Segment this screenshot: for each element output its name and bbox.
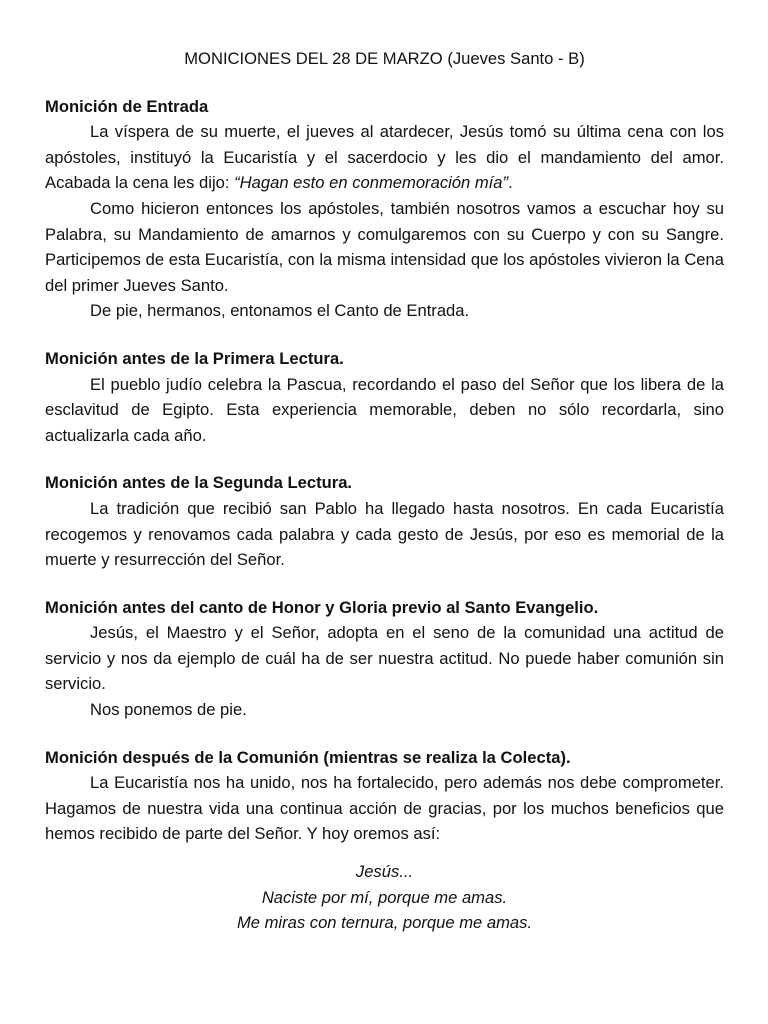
section-monicion-entrada [45, 94, 724, 324]
paragraph [45, 119, 724, 196]
paragraph: La Eucaristía nos ha unido, nos ha fortalecido, pero además nos debe comprometer. Hagamos de nuestra vida una continua acción de gracias, por los muchos beneficios que hemos recibido de parte del Señor. Y hoy oremos así: [45, 773, 724, 844]
paragraph: Como hicieron entonces los apóstoles, también nosotros vamos a escuchar hoy su Palabra, su Mandamiento de amarnos y comulgaremos con su Cuerpo y con su Sangre. Participemos de esta Eucaristía, con la misma intensidad que los apóstoles vivieron la Cena del primer Jueves Santo. [45, 198, 724, 295]
section-heading: Monición de Entrada [45, 96, 209, 116]
section-segunda-lectura [45, 470, 724, 572]
section-heading: Monición después de la Comunión (mientras se realiza la Colecta). [45, 747, 571, 767]
quote-text: “Hagan esto en conmemoración mía” [234, 173, 509, 193]
paragraph-text: . [508, 173, 513, 193]
paragraph-text: La víspera de su muerte, el jueves al atardecer, Jesús tomó su última cena con los apóstoles, instituyó la Eucaristía y el sacerdocio y les dio el mandamiento del amor. Acabada la cena les dijo: [45, 122, 724, 193]
prayer-poem [45, 859, 724, 936]
paragraph: Nos ponemos de pie. [90, 700, 247, 720]
section-evangelio [45, 595, 724, 723]
paragraph: La tradición que recibió san Pablo ha llegado hasta nosotros. En cada Eucaristía recogemos y renovamos cada palabra y cada gesto de Jesús, por eso es memorial de la muerte y resurrección del Señor. [45, 498, 724, 570]
poem-line: Me miras con ternura, porque me amas. [236, 913, 533, 933]
poem-line: Jesús... [355, 862, 414, 882]
paragraph: Jesús, el Maestro y el Señor, adopta en el seno de la comunidad una actitud de servicio y nos da ejemplo de cuál ha de ser nuestra actitud. No puede haber comunión sin servicio. [45, 623, 724, 694]
section-primera-lectura [45, 346, 724, 448]
section-heading: Monición antes del canto de Honor y Gloria previo al Santo Evangelio. [45, 597, 599, 617]
paragraph: De pie, hermanos, entonamos el Canto de Entrada. [90, 301, 470, 321]
section-comunion [45, 745, 724, 936]
section-heading: Monición antes de la Primera Lectura. [45, 348, 344, 368]
poem-line: Naciste por mí, porque me amas. [261, 887, 508, 907]
paragraph: El pueblo judío celebra la Pascua, recordando el paso del Señor que los libera de la esclavitud de Egipto. Esta experiencia memorable, deben no sólo recordarla, sino actualizarla cada año. [45, 374, 724, 445]
document-title: MONICIONES DEL 28 DE MARZO (Jueves Santo - B) [184, 49, 585, 68]
section-heading: Monición antes de la Segunda Lectura. [45, 473, 353, 493]
